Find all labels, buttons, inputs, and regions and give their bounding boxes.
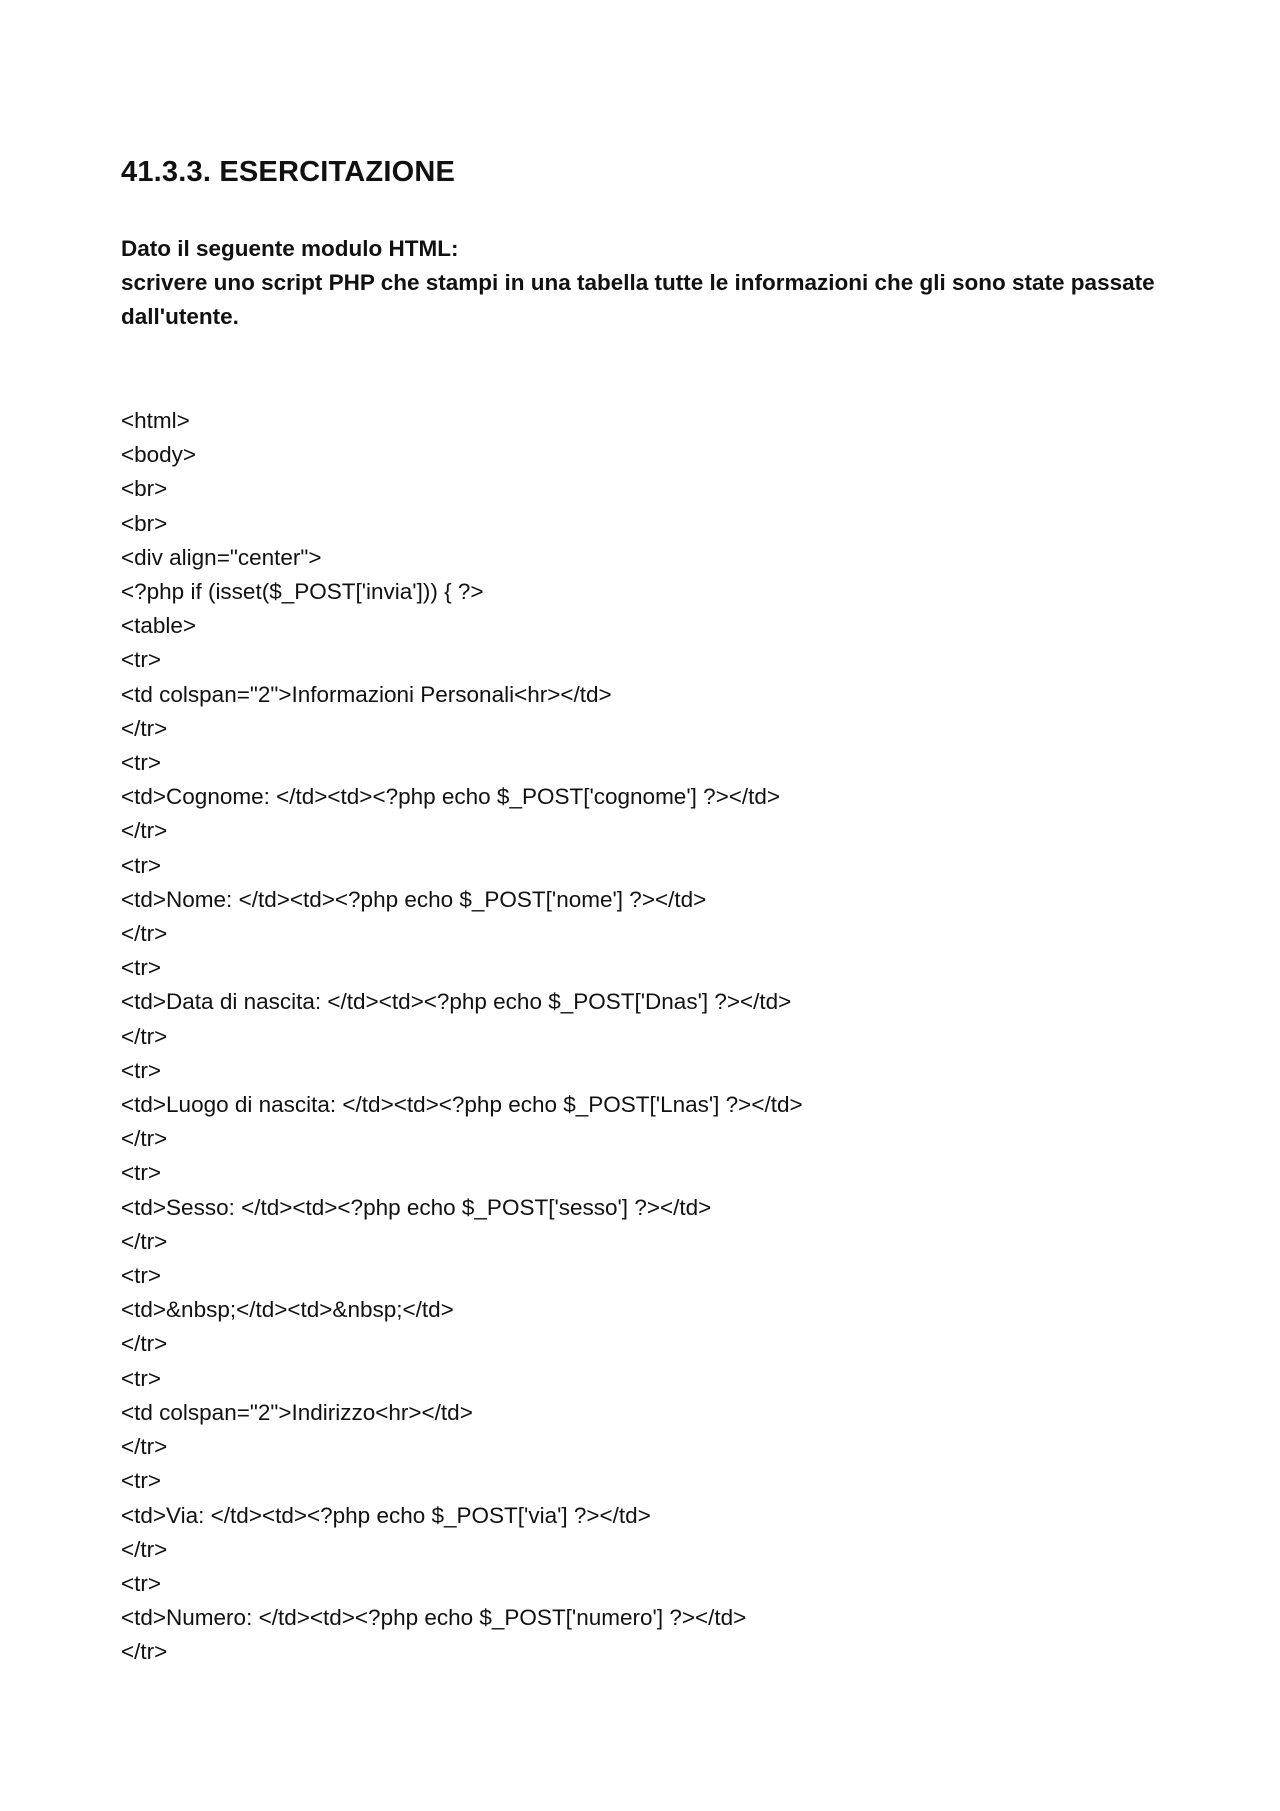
code-line: </tr> [121,921,168,947]
code-line: <tr> [121,955,162,981]
code-line: <tr> [121,1160,162,1186]
code-line: <td>Sesso: </td><td><?php echo $_POST['sesso'] ?></td> [121,1194,712,1220]
code-line: <tr> [121,1057,162,1083]
code-line: </tr> [121,1228,168,1254]
code-line: <tr> [121,1570,162,1596]
code-line: <table> [121,613,197,639]
code-line: </tr> [121,1639,168,1665]
code-line: </tr> [121,1126,168,1152]
html-code-listing [121,404,1181,1670]
code-line: <body> [121,442,197,468]
code-line: <br> [121,476,168,502]
section-heading: 41.3.3. ESERCITAZIONE [121,156,456,188]
code-line: <tr> [121,647,162,673]
code-line: <tr> [121,1263,162,1289]
code-line: <td>Data di nascita: </td><td><?php echo $_POST['Dnas'] ?></td> [121,989,792,1015]
code-line: <tr> [121,750,162,776]
code-line: <td>Luogo di nascita: </td><td><?php echo $_POST['Lnas'] ?></td> [121,1092,803,1118]
code-line: <td>Via: </td><td><?php echo $_POST['via'] ?></td> [121,1502,651,1528]
code-line: <div align="center"> [121,544,322,570]
code-line: <tr> [121,1365,162,1391]
code-line: <tr> [121,1468,162,1494]
instruction-line: Dato il seguente modulo HTML: [121,236,459,261]
instruction-line: scrivere uno script PHP che stampi in una tabella tutte le informazioni che gli sono state passate [121,270,1155,295]
document-content [121,152,1181,1670]
code-line: <td>Numero: </td><td><?php echo $_POST['numero'] ?></td> [121,1605,747,1631]
code-line: <html> [121,408,190,433]
code-line: <?php if (isset($_POST['invia'])) { ?> [121,579,484,605]
code-line: </tr> [121,715,168,741]
code-line: </tr> [121,1434,168,1460]
code-line: <br> [121,510,168,536]
code-line: </tr> [121,1331,168,1357]
code-line: <td>&nbsp;</td><td>&nbsp;</td> [121,1297,454,1323]
code-line: <tr> [121,852,162,878]
code-line: <td colspan="2">Indirizzo<hr></td> [121,1399,473,1425]
code-line: </tr> [121,1536,168,1562]
code-line: <td colspan="2">Informazioni Personali<hr></td> [121,681,612,707]
exercise-instructions [121,232,1181,334]
code-line: <td>Cognome: </td><td><?php echo $_POST['cognome'] ?></td> [121,784,781,810]
code-line: </tr> [121,818,168,844]
code-line: <td>Nome: </td><td><?php echo $_POST['nome'] ?></td> [121,886,707,912]
instruction-line: dall'utente. [121,304,239,329]
code-line: </tr> [121,1023,168,1049]
